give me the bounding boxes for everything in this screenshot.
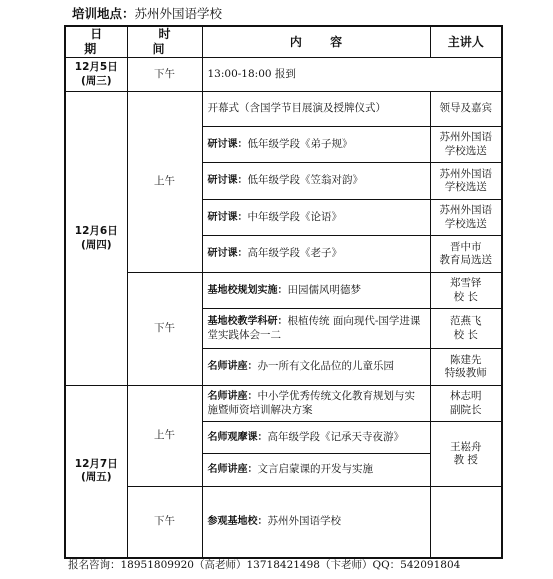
speaker-line: 王崧舟	[450, 440, 482, 453]
day-2-morning: 上午	[127, 92, 202, 273]
table-row	[65, 386, 502, 422]
day-3-afternoon: 下午	[127, 487, 202, 558]
session-topic: 低年级学段《弟子规》	[247, 137, 353, 150]
session-type: 名师观摩课：	[207, 431, 268, 443]
session-type: 名师讲座：	[207, 391, 258, 403]
day-3-morning: 上午	[127, 386, 202, 487]
day-1-afternoon: 下午	[127, 58, 202, 92]
day-weekday: (周五)	[80, 471, 112, 484]
row-content: 开幕式（含国学节目展演及授牌仪式）	[202, 92, 430, 127]
session-topic: 高年级学段《老子》	[247, 247, 342, 260]
day-date: 12月6日	[74, 225, 118, 238]
row-speaker	[430, 236, 502, 273]
session-topic: 中年级学段《论语》	[247, 210, 342, 223]
speaker-line: 校 长	[453, 328, 478, 341]
row-content-cell	[202, 236, 430, 273]
day-date: 12月7日	[74, 458, 118, 471]
session-topic: 办一所有文化品位的儿童乐园	[257, 360, 394, 373]
header-time: 时 间	[127, 26, 202, 58]
training-location-label: 培训地点：	[72, 6, 135, 21]
day-3-date-cell	[65, 386, 127, 558]
row-speaker	[430, 422, 502, 487]
header-date: 日 期	[65, 26, 127, 58]
row-content-cell	[202, 273, 430, 309]
session-type: 名师讲座：	[207, 464, 258, 476]
table-row	[65, 487, 502, 558]
speaker-line: 学校选送	[444, 181, 487, 193]
session-type: 研讨课：	[207, 138, 248, 150]
training-location	[72, 4, 222, 22]
session-topic: 低年级学段《笠翁对韵》	[247, 174, 363, 187]
row-content-cell	[202, 386, 430, 422]
speaker-line: 副院长	[450, 403, 482, 416]
row-speaker-empty	[430, 487, 502, 558]
row-content-cell	[202, 200, 430, 236]
speaker-line: 郑雪铎	[450, 277, 482, 290]
day-1-date-cell	[65, 58, 127, 92]
session-topic: 文言启蒙课的开发与实施	[257, 463, 373, 476]
row-speaker	[430, 273, 502, 309]
speaker-line: 苏州外国语	[439, 131, 492, 144]
session-type: 研讨课：	[207, 248, 248, 260]
row-content-cell	[202, 454, 430, 487]
speaker-line: 教 授	[453, 454, 478, 466]
table-row	[65, 273, 502, 309]
row-speaker	[430, 386, 502, 422]
speaker-line: 学校选送	[444, 144, 487, 157]
speaker-line: 苏州外国语	[439, 167, 492, 180]
speaker-line: 苏州外国语	[439, 204, 492, 217]
row-speaker	[430, 349, 502, 386]
session-type: 名师讲座：	[207, 361, 258, 373]
session-type: 研讨课：	[207, 211, 248, 223]
speaker-line: 学校选送	[444, 217, 487, 230]
session-type: 基地校教学科研：	[207, 316, 288, 328]
speaker-line: 林志明	[450, 390, 482, 403]
session-topic: 高年级学段《记承天寺夜游》	[267, 430, 404, 443]
session-topic: 田园儒风明德梦	[287, 283, 361, 296]
day-2-afternoon: 下午	[127, 273, 202, 386]
speaker-line: 陈建先	[450, 353, 482, 366]
row-speaker	[430, 163, 502, 200]
day-2-date-cell	[65, 92, 127, 386]
row-content-cell	[202, 163, 430, 200]
training-location-value: 苏州外国语学校	[134, 6, 223, 21]
row-content-cell	[202, 127, 430, 163]
speaker-line: 校 长	[453, 290, 478, 303]
session-topic: 苏州外国语学校	[267, 515, 341, 527]
header-row	[65, 26, 502, 58]
day-weekday: (周四)	[80, 238, 112, 251]
speaker-line: 教育局选送	[439, 254, 492, 266]
row-content-cell	[202, 349, 430, 386]
registration-contact: 报名咨询：18951809920（高老师）13718421498（卞老师）QQ：542091804	[68, 559, 461, 571]
header-content: 内 容	[202, 26, 430, 58]
schedule-table	[64, 25, 503, 559]
header-speaker: 主讲人	[430, 26, 502, 58]
speaker-line: 晋中市	[450, 240, 482, 253]
speaker-line: 领导及嘉宾	[439, 102, 492, 115]
row-content: 13:00-18:00 报到	[202, 58, 502, 92]
row-speaker	[430, 309, 502, 349]
day-date: 12月5日	[74, 61, 118, 74]
table-row	[65, 58, 502, 92]
speaker-line: 范燕飞	[450, 315, 482, 328]
session-topic: 根植传统 面向现代-国学进课堂实践体会一二	[207, 315, 421, 341]
speaker-line: 特级教师	[444, 367, 487, 379]
day-weekday: (周三)	[80, 74, 112, 87]
session-type: 参观基地校：	[207, 516, 268, 527]
session-topic: 中小学优秀传统文化教育规划与实施暨师资培训解决方案	[207, 390, 415, 416]
row-speaker	[430, 127, 502, 163]
row-content-cell	[202, 309, 430, 349]
row-speaker	[430, 92, 502, 127]
table-row	[65, 92, 502, 127]
session-type: 基地校规划实施：	[207, 284, 288, 296]
row-content-cell	[202, 487, 430, 558]
row-content-cell	[202, 422, 430, 454]
session-type: 研讨课：	[207, 175, 248, 187]
row-speaker	[430, 200, 502, 236]
